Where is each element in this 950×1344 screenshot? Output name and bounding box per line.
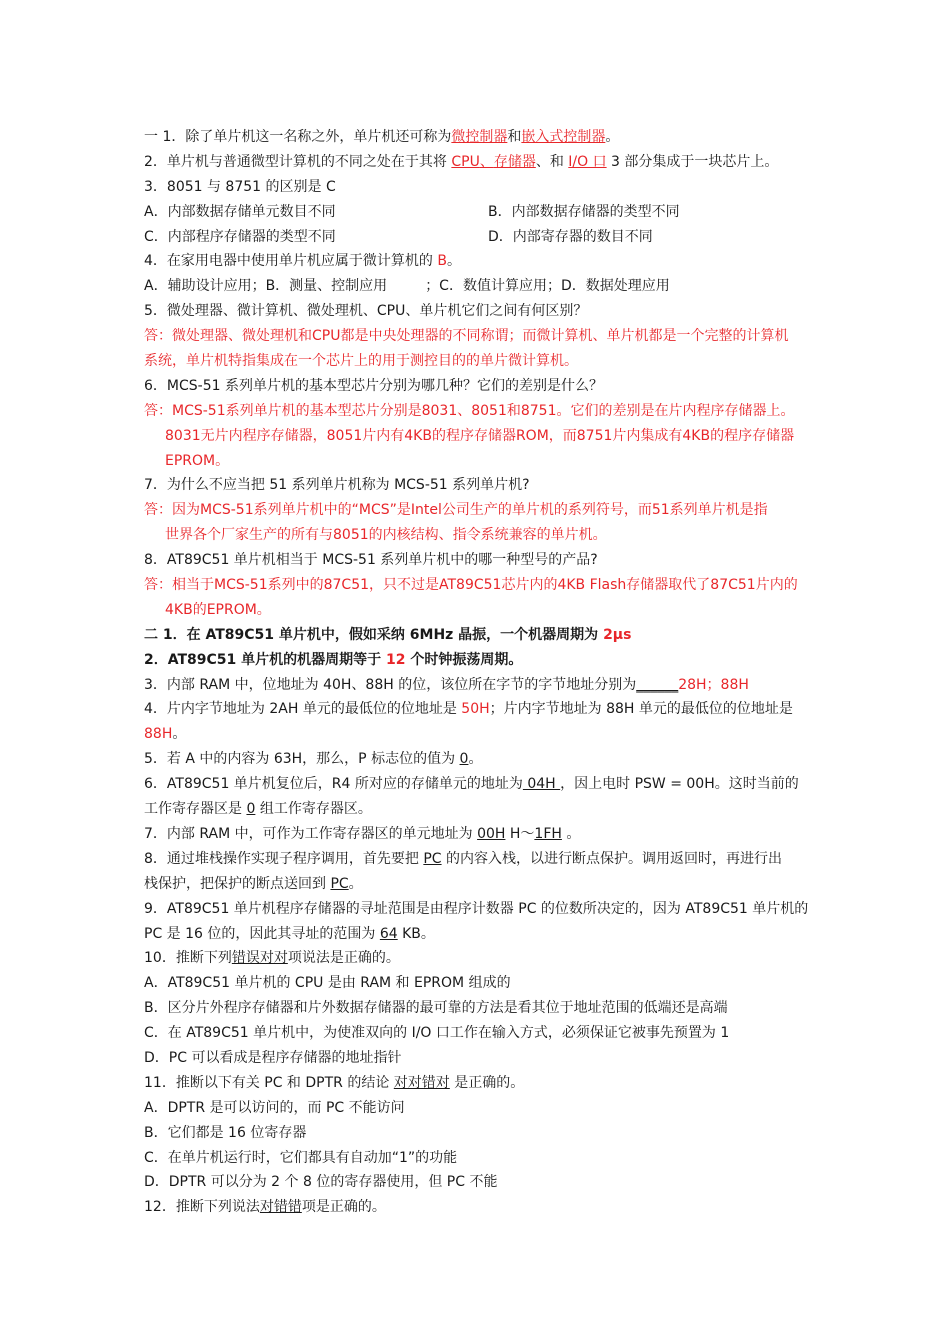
- text: 6．AT89C51 单片机复位后，R4 所对应的存储单元的地址为: [144, 776, 523, 793]
- answer: 1FH: [534, 825, 562, 842]
- text: 9．AT89C51 单片机程序存储器的寻址范围是由程序计数器 PC 的位数所决定的，因为 AT89C51 单片机的: [144, 900, 809, 917]
- q2-8-cont: [144, 872, 816, 897]
- answer: 微控制器: [451, 129, 508, 145]
- text: D．PC 可以看成是程序存储器的地址指针: [144, 1049, 402, 1066]
- answer: 嵌入式控制器: [521, 129, 606, 145]
- answer: 50H: [461, 701, 490, 718]
- text: 。: [605, 129, 620, 145]
- separator: 、: [479, 153, 494, 170]
- option-b: B．内部数据存储器的类型不同: [488, 203, 680, 220]
- text: 11．推断以下有关 PC 和 DPTR 的结论: [144, 1074, 394, 1091]
- text: 组工作寄存器区。: [255, 801, 372, 818]
- text: 。: [561, 825, 581, 842]
- q1-8-answer: [144, 573, 816, 598]
- q1-3: [144, 175, 816, 200]
- text: C．在单片机运行时，它们都具有自动加“1”的功能: [144, 1149, 458, 1166]
- q2-4: [144, 697, 816, 722]
- answer: 0: [459, 751, 469, 768]
- q1-6: [144, 374, 816, 399]
- answer: PC: [423, 850, 442, 867]
- text: 3．8051 与 8751 的区别是 C: [144, 178, 336, 195]
- text: 二 1．在 AT89C51 单片机中，假如采纳 6MHz 晶振，一个机器周期为: [144, 626, 604, 643]
- q2-10-option-d: [144, 1046, 816, 1071]
- q1-6-answer-cont: [144, 449, 816, 474]
- answer: 对错错: [259, 1199, 302, 1216]
- q1-1: [144, 125, 816, 150]
- q2-10-option-b: [144, 996, 816, 1021]
- answer: 88H: [144, 726, 173, 743]
- document-body: [144, 125, 816, 1220]
- text: 4．在家用电器中使用单片机应属于微计算机的: [144, 253, 438, 270]
- answer: B: [437, 253, 447, 270]
- q2-12: [144, 1195, 816, 1220]
- q2-11-option-a: [144, 1096, 816, 1121]
- text: 。: [172, 726, 187, 743]
- text: ；片内字节地址为 88H 单元的最低位的位地址是: [489, 701, 793, 718]
- text: 项说法是正确的。: [287, 950, 400, 967]
- option-c: C．内部程序存储器的类型不同: [144, 228, 336, 245]
- text: 答：因为MCS-51系列单片机中的“MCS”是Intel公司生产的单片机的系列符号，而51系列单片机是指: [144, 502, 768, 519]
- answer: 存储器: [493, 153, 536, 170]
- q2-9-cont: [144, 922, 816, 947]
- answer: 对对错对: [393, 1074, 450, 1091]
- text: 。: [468, 751, 483, 768]
- q2-10: [144, 946, 816, 971]
- answer: PC: [330, 875, 349, 892]
- text: 、和: [535, 153, 569, 170]
- text: 4．片内字节地址为 2AH 单元的最低位的位地址是: [144, 701, 462, 718]
- q1-7-answer-cont: [144, 523, 816, 548]
- text: 8．通过堆栈操作实现子程序调用，首先要把: [144, 850, 424, 867]
- text: 答：MCS-51系列单片机的基本型芯片分别是8031、8051和8751。它们的差别是在片内程序存储器上。: [144, 402, 795, 419]
- option-a: A．内部数据存储单元数目不同: [144, 203, 336, 220]
- q2-4-cont: [144, 722, 816, 747]
- text: 5．微处理器、微计算机、微处理机、CPU、单片机它们之间有何区别？: [144, 303, 588, 320]
- text: 6．MCS-51 系列单片机的基本型芯片分别为哪几种？它们的差别是什么？: [144, 377, 603, 394]
- answer: 04H: [522, 776, 561, 793]
- text: 2．AT89C51 单片机的机器周期等于: [144, 651, 387, 668]
- q2-1: [144, 623, 816, 648]
- option-d: D．内部寄存器的数目不同: [488, 228, 653, 245]
- q1-5: [144, 299, 816, 324]
- text: ；C．数值计算应用；D．数据处理应用: [425, 278, 670, 295]
- text: 系统，单片机特指集成在一个芯片上的用于测控目的的单片微计算机。: [144, 353, 578, 370]
- q1-5-answer-cont: [144, 349, 816, 374]
- text: 栈保护，把保护的断点送回到: [144, 875, 331, 892]
- text: 5．若 A 中的内容为 63H，那么，P 标志位的值为: [144, 751, 460, 768]
- q1-3-options-ab: [144, 200, 816, 225]
- text: D．DPTR 可以分为 2 个 8 位的寄存器使用，但 PC 不能: [144, 1174, 498, 1191]
- text: B．它们都是 16 位寄存器: [144, 1124, 307, 1141]
- q2-9: [144, 897, 816, 922]
- answer: 12: [386, 651, 406, 668]
- q1-4-options: [144, 274, 816, 299]
- answer: 64: [379, 925, 398, 942]
- text: 个时钟振荡周期。: [405, 651, 523, 668]
- q1-8: [144, 548, 816, 573]
- text: KB。: [397, 925, 435, 942]
- q2-11-option-b: [144, 1121, 816, 1146]
- text: 答：微处理器、微处理机和CPU都是中央处理器的不同称谓；而微计算机、单片机都是一个完整的计算机: [144, 328, 789, 345]
- text: 项是正确的。: [301, 1199, 386, 1216]
- blank: ______: [636, 676, 679, 693]
- text: 4KB的EPROM。: [165, 601, 271, 618]
- q2-2: [144, 648, 816, 673]
- text: 世界各个厂家生产的所有与8051的内核结构、指令系统兼容的单片机。: [165, 527, 607, 544]
- q1-4: [144, 249, 816, 274]
- text: 和: [507, 129, 522, 145]
- q2-10-option-a: [144, 971, 816, 996]
- text: 。: [348, 875, 363, 892]
- q1-8-answer-cont: [144, 598, 816, 623]
- text: ，因上电时 PSW = 00H。这时当前的: [560, 776, 799, 793]
- q1-7-answer: [144, 498, 816, 523]
- answer: 28H；88H: [678, 676, 749, 693]
- answer: I/O 口: [568, 153, 607, 170]
- text: H～: [505, 825, 535, 842]
- text: 2．单片机与普通微型计算机的不同之处在于其将: [144, 153, 452, 170]
- text: 8．AT89C51 单片机相当于 MCS-51 系列单片机中的哪一种型号的产品?: [144, 552, 598, 569]
- text: 一 1．除了单片机这一名称之外，单片机还可称为: [144, 129, 452, 145]
- q1-5-answer: [144, 324, 816, 349]
- q1-7: [144, 473, 816, 498]
- q2-6: [144, 772, 816, 797]
- q2-3: [144, 673, 816, 698]
- answer: 0: [246, 801, 256, 818]
- text: 3．内部 RAM 中，位地址为 40H、88H 的位，该位所在字节的字节地址分别为: [144, 676, 637, 693]
- text: PC 是 16 位的，因此其寻址的范围为: [144, 925, 380, 942]
- text: 。: [446, 253, 461, 270]
- text: A．辅助设计应用；B．测量、控制应用: [144, 278, 388, 295]
- text: C．在 AT89C51 单片机中，为使准双向的 I/O 口工作在输入方式，必须保证它被事先预置为 1: [144, 1025, 730, 1042]
- q1-2: [144, 150, 816, 175]
- text: 3 部分集成于一块芯片上。: [606, 153, 779, 170]
- answer: 00H: [477, 825, 506, 842]
- q1-6-answer: [144, 399, 816, 424]
- text: EPROM。: [165, 452, 230, 469]
- text: 8031无片内程序存储器，8051片内有4KB的程序存储器ROM，而8751片内集成有4KB的程序存储器: [165, 427, 795, 444]
- q1-3-options-cd: [144, 225, 816, 250]
- text: 12．推断下列说法: [144, 1199, 260, 1216]
- q2-10-option-c: [144, 1021, 816, 1046]
- text: 7．内部 RAM 中，可作为工作寄存器区的单元地址为: [144, 825, 478, 842]
- text: 工作寄存器区是: [144, 801, 247, 818]
- text: 答：相当于MCS-51系列中的87C51，只不过是AT89C51芯片内的4KB Flash存储器取代了87C51片内的: [144, 577, 798, 594]
- q2-8: [144, 847, 816, 872]
- q2-11-option-c: [144, 1146, 816, 1171]
- answer: 错误对对: [231, 950, 288, 967]
- text: 的内容入栈，以进行断点保护。调用返回时，再进行出: [441, 850, 783, 867]
- q2-11-option-d: [144, 1170, 816, 1195]
- text: 是正确的。: [449, 1074, 525, 1091]
- q2-11: [144, 1071, 816, 1096]
- answer: 2μs: [603, 626, 632, 643]
- text: A．DPTR 是可以访问的，而 PC 不能访问: [144, 1099, 405, 1116]
- q2-5: [144, 747, 816, 772]
- text: 10．推断下列: [144, 950, 232, 967]
- q1-6-answer-cont: [144, 424, 816, 449]
- text: B．区分片外程序存储器和片外数据存储器的最可靠的方法是看其位于地址范围的低端还是高端: [144, 1000, 728, 1017]
- text: 7．为什么不应当把 51 系列单片机称为 MCS-51 系列单片机?: [144, 477, 530, 494]
- answer: CPU: [451, 153, 480, 170]
- text: A．AT89C51 单片机的 CPU 是由 RAM 和 EPROM 组成的: [144, 975, 511, 992]
- q2-7: [144, 822, 816, 847]
- q2-6-cont: [144, 797, 816, 822]
